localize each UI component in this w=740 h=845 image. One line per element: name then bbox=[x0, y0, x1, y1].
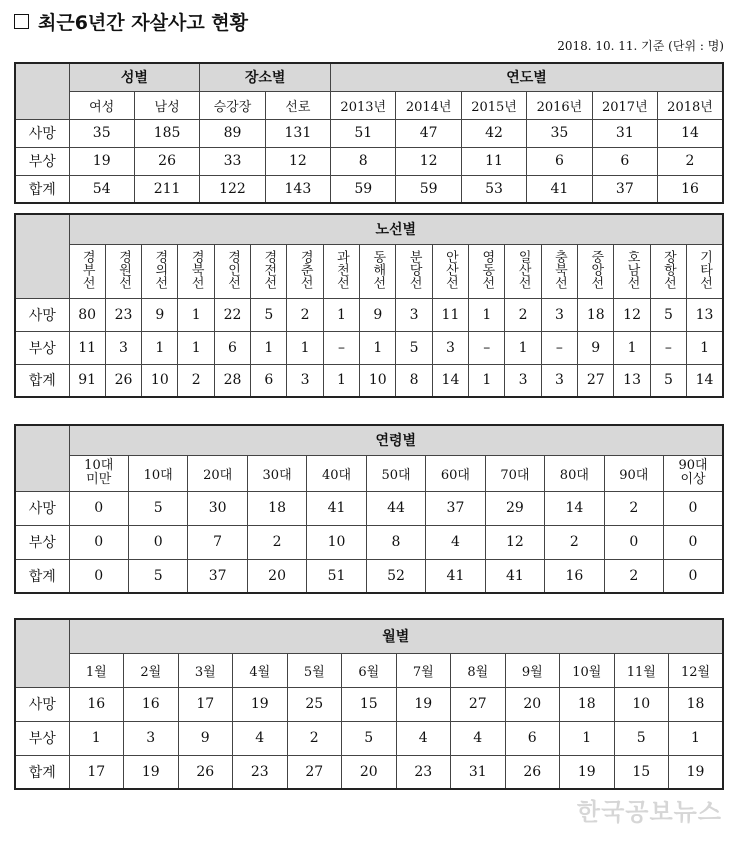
basis-note: 2018. 10. 11. 기준 (단위 : 명) bbox=[557, 39, 724, 53]
table-cell: 2 bbox=[505, 298, 541, 331]
column-header bbox=[360, 244, 396, 298]
table-cell: 35 bbox=[527, 119, 592, 147]
table-cell: 1 bbox=[469, 364, 505, 397]
column-header: 8월 bbox=[451, 653, 506, 687]
table-cell: 26 bbox=[178, 755, 233, 789]
column-header-text: 경춘선 bbox=[297, 249, 313, 289]
table-cell: 23 bbox=[396, 755, 451, 789]
table-cell: 0 bbox=[69, 525, 128, 559]
table-cell: 0 bbox=[128, 525, 187, 559]
table-cell: 22 bbox=[214, 298, 250, 331]
column-header bbox=[505, 244, 541, 298]
column-header bbox=[287, 244, 323, 298]
table-cell: 143 bbox=[265, 175, 330, 203]
table-cell: 19 bbox=[124, 755, 179, 789]
table-cell: 0 bbox=[69, 559, 128, 593]
table-cell: 5 bbox=[342, 721, 397, 755]
table-cell: 31 bbox=[451, 755, 506, 789]
row-label: 부상 bbox=[15, 331, 69, 364]
table-cell: 0 bbox=[664, 491, 723, 525]
table-cell: 44 bbox=[366, 491, 425, 525]
table-cell: 1 bbox=[287, 331, 323, 364]
table-cell: 31 bbox=[592, 119, 657, 147]
table-cell: 59 bbox=[396, 175, 461, 203]
column-header: 9월 bbox=[505, 653, 560, 687]
table-cell: 37 bbox=[426, 491, 485, 525]
table-cell: 41 bbox=[527, 175, 592, 203]
table-cell: 1 bbox=[469, 298, 505, 331]
column-header-text: 경의선 bbox=[152, 249, 168, 289]
table-cell: 0 bbox=[604, 525, 663, 559]
table-cell: 13 bbox=[687, 298, 723, 331]
table-cell: 35 bbox=[69, 119, 134, 147]
header-row bbox=[15, 455, 723, 491]
column-header bbox=[178, 244, 214, 298]
row-label: 합계 bbox=[15, 175, 69, 203]
table-cell: 3 bbox=[287, 364, 323, 397]
row-label: 사망 bbox=[15, 491, 69, 525]
column-header: 2월 bbox=[124, 653, 179, 687]
table-cell: 11 bbox=[69, 331, 105, 364]
table-cell: 16 bbox=[545, 559, 604, 593]
table-cell: 91 bbox=[69, 364, 105, 397]
table-cell: 0 bbox=[69, 491, 128, 525]
column-header bbox=[432, 244, 468, 298]
table-cell: 19 bbox=[69, 147, 134, 175]
table-row bbox=[15, 298, 723, 331]
table-cell: 47 bbox=[396, 119, 461, 147]
column-header bbox=[541, 244, 577, 298]
column-header: 여성 bbox=[69, 91, 134, 119]
table-cell: 11 bbox=[432, 298, 468, 331]
table-cell: – bbox=[541, 331, 577, 364]
column-header bbox=[323, 244, 359, 298]
table-cell: 6 bbox=[251, 364, 287, 397]
table-cell: – bbox=[469, 331, 505, 364]
column-header: 10월 bbox=[560, 653, 615, 687]
table-cell: 19 bbox=[233, 687, 288, 721]
table-cell: 26 bbox=[134, 147, 199, 175]
column-header-text: 과천선 bbox=[333, 249, 349, 289]
table-cell: 2 bbox=[287, 721, 342, 755]
corner-cell bbox=[15, 63, 69, 119]
table-cell: 1 bbox=[360, 331, 396, 364]
table-cell: 29 bbox=[485, 491, 544, 525]
column-header-text: 경전선 bbox=[261, 249, 277, 289]
table-cell: 5 bbox=[128, 491, 187, 525]
table-cell: 131 bbox=[265, 119, 330, 147]
row-label: 부상 bbox=[15, 721, 69, 755]
table-row bbox=[15, 525, 723, 559]
table-cell: 5 bbox=[650, 298, 686, 331]
table-cell: 5 bbox=[251, 298, 287, 331]
column-header: 1월 bbox=[69, 653, 124, 687]
summary-table bbox=[14, 62, 724, 204]
table-cell: 37 bbox=[188, 559, 247, 593]
table-cell: 1 bbox=[69, 721, 124, 755]
column-header: 2015년 bbox=[461, 91, 526, 119]
column-header bbox=[687, 244, 723, 298]
column-header bbox=[469, 244, 505, 298]
table-cell: 54 bbox=[69, 175, 134, 203]
column-header: 70대 bbox=[485, 455, 544, 491]
column-header: 20대 bbox=[188, 455, 247, 491]
row-label: 사망 bbox=[15, 298, 69, 331]
table-cell: 9 bbox=[578, 331, 614, 364]
column-header-text: 기타선 bbox=[697, 249, 713, 289]
table-cell: 17 bbox=[178, 687, 233, 721]
column-header-text: 충북선 bbox=[551, 249, 567, 289]
table-cell: 10 bbox=[307, 525, 366, 559]
line-table bbox=[14, 213, 724, 398]
table-cell: 19 bbox=[669, 755, 724, 789]
table-cell: 12 bbox=[265, 147, 330, 175]
column-header: 10대 bbox=[128, 455, 187, 491]
table-cell: 5 bbox=[614, 721, 669, 755]
row-label: 사망 bbox=[15, 119, 69, 147]
table-cell: 4 bbox=[396, 721, 451, 755]
table-cell: 33 bbox=[200, 147, 265, 175]
table-cell: 11 bbox=[461, 147, 526, 175]
column-header bbox=[69, 244, 105, 298]
table-cell: 8 bbox=[331, 147, 396, 175]
table-cell: 53 bbox=[461, 175, 526, 203]
table-cell: 185 bbox=[134, 119, 199, 147]
column-header: 2016년 bbox=[527, 91, 592, 119]
column-header bbox=[614, 244, 650, 298]
table-row bbox=[15, 755, 723, 789]
table-cell: 14 bbox=[545, 491, 604, 525]
column-header bbox=[142, 244, 178, 298]
table-cell: 10 bbox=[614, 687, 669, 721]
table-cell: 9 bbox=[178, 721, 233, 755]
table-cell: 1 bbox=[251, 331, 287, 364]
table-cell: 14 bbox=[658, 119, 723, 147]
month-table bbox=[14, 618, 724, 790]
table-cell: 2 bbox=[287, 298, 323, 331]
column-header: 30대 bbox=[247, 455, 306, 491]
table-cell: 2 bbox=[545, 525, 604, 559]
table-cell: 2 bbox=[658, 147, 723, 175]
column-header: 5월 bbox=[287, 653, 342, 687]
row-label: 사망 bbox=[15, 687, 69, 721]
table-row bbox=[15, 147, 723, 175]
column-header bbox=[214, 244, 250, 298]
column-header-text: 호남선 bbox=[624, 249, 640, 289]
column-header: 선로 bbox=[265, 91, 330, 119]
column-header-text: 경북선 bbox=[188, 249, 204, 289]
table-cell: 1 bbox=[505, 331, 541, 364]
header-row bbox=[15, 653, 723, 687]
table-cell: 1 bbox=[614, 331, 650, 364]
column-header-text: 경인선 bbox=[224, 249, 240, 289]
column-header: 승강장 bbox=[200, 91, 265, 119]
table-cell: 26 bbox=[505, 755, 560, 789]
table-cell: 9 bbox=[360, 298, 396, 331]
section-gender: 성별 bbox=[69, 63, 200, 91]
corner-cell bbox=[15, 425, 69, 491]
row-label: 합계 bbox=[15, 559, 69, 593]
table-row bbox=[15, 687, 723, 721]
column-header-text: 중앙선 bbox=[588, 249, 604, 289]
table-cell: 26 bbox=[105, 364, 141, 397]
section-location: 장소별 bbox=[200, 63, 331, 91]
column-header: 80대 bbox=[545, 455, 604, 491]
table-cell: 1 bbox=[323, 298, 359, 331]
page-title bbox=[14, 8, 248, 35]
table-cell: 2 bbox=[604, 559, 663, 593]
header-row bbox=[15, 244, 723, 298]
table-cell: 2 bbox=[178, 364, 214, 397]
table-cell: 20 bbox=[247, 559, 306, 593]
section-month: 월별 bbox=[69, 619, 723, 653]
row-label: 부상 bbox=[15, 147, 69, 175]
table-cell: – bbox=[323, 331, 359, 364]
table-cell: 23 bbox=[233, 755, 288, 789]
column-header: 2017년 bbox=[592, 91, 657, 119]
table-cell: 3 bbox=[432, 331, 468, 364]
table-cell: 16 bbox=[658, 175, 723, 203]
table-cell: 0 bbox=[664, 525, 723, 559]
column-header-text: 동해선 bbox=[370, 249, 386, 289]
column-header: 2014년 bbox=[396, 91, 461, 119]
table-cell: – bbox=[650, 331, 686, 364]
table-cell: 6 bbox=[214, 331, 250, 364]
table-cell: 12 bbox=[396, 147, 461, 175]
table-cell: 1 bbox=[687, 331, 723, 364]
table-cell: 1 bbox=[178, 298, 214, 331]
column-header: 남성 bbox=[134, 91, 199, 119]
section-year: 연도별 bbox=[331, 63, 723, 91]
column-header: 40대 bbox=[307, 455, 366, 491]
table-cell: 8 bbox=[366, 525, 425, 559]
column-header: 3월 bbox=[178, 653, 233, 687]
table-row bbox=[15, 721, 723, 755]
column-header bbox=[396, 244, 432, 298]
table-cell: 80 bbox=[69, 298, 105, 331]
table-cell: 42 bbox=[461, 119, 526, 147]
table-cell: 20 bbox=[342, 755, 397, 789]
table-cell: 13 bbox=[614, 364, 650, 397]
table-cell: 211 bbox=[134, 175, 199, 203]
table-cell: 12 bbox=[614, 298, 650, 331]
column-header bbox=[650, 244, 686, 298]
column-header: 50대 bbox=[366, 455, 425, 491]
column-header-text: 경원선 bbox=[115, 249, 131, 289]
table-cell: 41 bbox=[485, 559, 544, 593]
table-cell: 14 bbox=[432, 364, 468, 397]
corner-cell bbox=[15, 619, 69, 687]
table-row bbox=[15, 119, 723, 147]
table-cell: 6 bbox=[505, 721, 560, 755]
column-header: 2013년 bbox=[331, 91, 396, 119]
table-cell: 16 bbox=[69, 687, 124, 721]
table-cell: 18 bbox=[247, 491, 306, 525]
column-header bbox=[578, 244, 614, 298]
page-title-text: 최근6년간 자살사고 현황 bbox=[38, 12, 248, 34]
table-cell: 1 bbox=[669, 721, 724, 755]
column-header: 12월 bbox=[669, 653, 724, 687]
table-cell: 51 bbox=[331, 119, 396, 147]
table-cell: 27 bbox=[287, 755, 342, 789]
table-cell: 18 bbox=[560, 687, 615, 721]
column-header-text: 경부선 bbox=[79, 249, 95, 289]
table-cell: 10 bbox=[142, 364, 178, 397]
table-row bbox=[15, 491, 723, 525]
column-header: 4월 bbox=[233, 653, 288, 687]
table-cell: 20 bbox=[505, 687, 560, 721]
table-cell: 25 bbox=[287, 687, 342, 721]
table-cell: 30 bbox=[188, 491, 247, 525]
column-header: 2018년 bbox=[658, 91, 723, 119]
table-cell: 15 bbox=[342, 687, 397, 721]
table-cell: 18 bbox=[669, 687, 724, 721]
table-cell: 52 bbox=[366, 559, 425, 593]
table-row bbox=[15, 331, 723, 364]
column-header-text: 분당선 bbox=[406, 249, 422, 289]
table-cell: 1 bbox=[560, 721, 615, 755]
column-header bbox=[105, 244, 141, 298]
column-header-text: 안산선 bbox=[442, 249, 458, 289]
table-cell: 3 bbox=[541, 298, 577, 331]
table-cell: 3 bbox=[105, 331, 141, 364]
table-cell: 51 bbox=[307, 559, 366, 593]
watermark: 한국공보뉴스 bbox=[576, 798, 722, 826]
row-label: 합계 bbox=[15, 755, 69, 789]
table-cell: 3 bbox=[505, 364, 541, 397]
table-row bbox=[15, 559, 723, 593]
table-cell: 122 bbox=[200, 175, 265, 203]
column-header: 11월 bbox=[614, 653, 669, 687]
column-header-text: 일산선 bbox=[515, 249, 531, 289]
table-cell: 19 bbox=[396, 687, 451, 721]
column-header: 10대 미만 bbox=[69, 455, 128, 491]
column-header: 90대 이상 bbox=[664, 455, 723, 491]
column-header-text: 영동선 bbox=[479, 249, 495, 289]
table-cell: 27 bbox=[451, 687, 506, 721]
section-line: 노선별 bbox=[69, 214, 723, 244]
column-header: 90대 bbox=[604, 455, 663, 491]
column-header bbox=[251, 244, 287, 298]
table-row bbox=[15, 364, 723, 397]
column-header: 7월 bbox=[396, 653, 451, 687]
table-cell: 14 bbox=[687, 364, 723, 397]
table-cell: 9 bbox=[142, 298, 178, 331]
table-cell: 89 bbox=[200, 119, 265, 147]
table-cell: 5 bbox=[128, 559, 187, 593]
table-cell: 37 bbox=[592, 175, 657, 203]
corner-cell bbox=[15, 214, 69, 298]
table-cell: 19 bbox=[560, 755, 615, 789]
table-cell: 2 bbox=[247, 525, 306, 559]
table-cell: 41 bbox=[426, 559, 485, 593]
table-cell: 4 bbox=[233, 721, 288, 755]
table-cell: 18 bbox=[578, 298, 614, 331]
column-header: 60대 bbox=[426, 455, 485, 491]
table-cell: 23 bbox=[105, 298, 141, 331]
table-cell: 5 bbox=[650, 364, 686, 397]
table-cell: 17 bbox=[69, 755, 124, 789]
table-cell: 15 bbox=[614, 755, 669, 789]
table-cell: 3 bbox=[396, 298, 432, 331]
table-cell: 3 bbox=[124, 721, 179, 755]
row-label: 합계 bbox=[15, 364, 69, 397]
table-cell: 7 bbox=[188, 525, 247, 559]
table-cell: 6 bbox=[592, 147, 657, 175]
table-cell: 10 bbox=[360, 364, 396, 397]
table-cell: 28 bbox=[214, 364, 250, 397]
table-cell: 5 bbox=[396, 331, 432, 364]
age-table bbox=[14, 424, 724, 594]
table-cell: 1 bbox=[142, 331, 178, 364]
table-cell: 1 bbox=[323, 364, 359, 397]
column-header-text: 장항선 bbox=[660, 249, 676, 289]
table-cell: 27 bbox=[578, 364, 614, 397]
table-cell: 16 bbox=[124, 687, 179, 721]
table-cell: 59 bbox=[331, 175, 396, 203]
table-cell: 0 bbox=[664, 559, 723, 593]
table-cell: 4 bbox=[451, 721, 506, 755]
table-cell: 1 bbox=[178, 331, 214, 364]
table-cell: 2 bbox=[604, 491, 663, 525]
table-cell: 8 bbox=[396, 364, 432, 397]
column-header: 6월 bbox=[342, 653, 397, 687]
row-label: 부상 bbox=[15, 525, 69, 559]
checkbox-icon bbox=[14, 14, 29, 29]
table-cell: 41 bbox=[307, 491, 366, 525]
section-age: 연령별 bbox=[69, 425, 723, 455]
table-cell: 12 bbox=[485, 525, 544, 559]
table-row bbox=[15, 175, 723, 203]
table-cell: 3 bbox=[541, 364, 577, 397]
table-cell: 6 bbox=[527, 147, 592, 175]
table-cell: 4 bbox=[426, 525, 485, 559]
header-row bbox=[15, 91, 723, 119]
